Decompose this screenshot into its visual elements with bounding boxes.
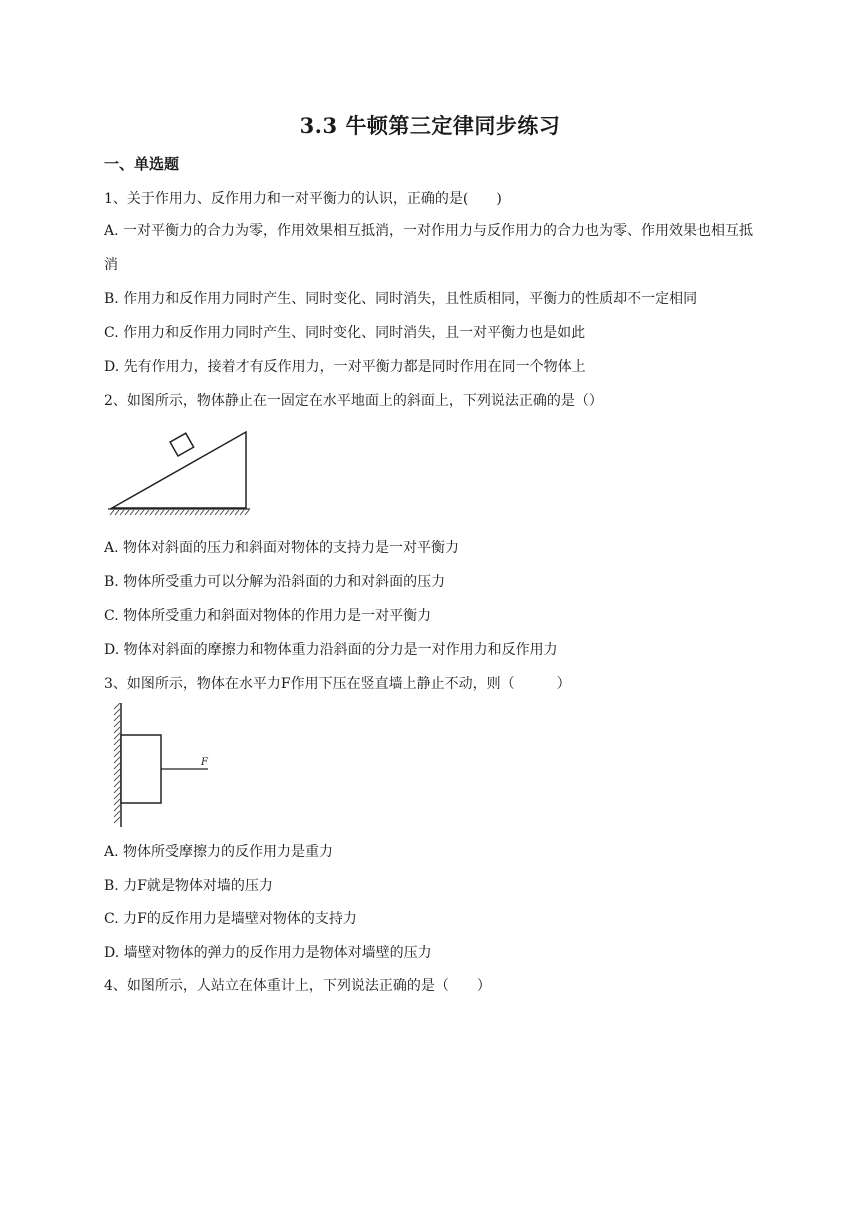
question-2-stem: 2、如图所示，物体静止在一固定在水平地面上的斜面上，下列说法正确的是（）: [104, 393, 603, 409]
force-label: F: [201, 757, 208, 768]
question-3-option-a: A. 物体所受摩擦力的反作用力是重力: [104, 844, 334, 860]
question-1-option-b: B. 作用力和反作用力同时产生、同时变化、同时消失，且性质相同，平衡力的性质却不一定相同: [104, 291, 698, 307]
question-3-option-b: B. 力F就是物体对墙的压力: [104, 878, 273, 894]
page-title: 3.3 牛顿第三定律同步练习: [299, 113, 561, 138]
block: [121, 735, 161, 803]
question-4-stem: 4、如图所示，人站立在体重计上，下列说法正确的是（ ）: [104, 978, 491, 994]
question-3-stem: 3、如图所示，物体在水平力F作用下压在竖直墙上静止不动，则（ ）: [104, 676, 571, 692]
block-on-incline: [170, 433, 194, 456]
wall-block-figure: [104, 703, 224, 829]
question-2-option-a: A. 物体对斜面的压力和斜面对物体的支持力是一对平衡力: [104, 540, 460, 556]
ground-hatching: [110, 510, 249, 515]
incline-figure: [104, 426, 254, 520]
question-1-stem: 1、关于作用力、反作用力和一对平衡力的认识，正确的是( ): [104, 191, 502, 207]
question-1-option-c: C. 作用力和反作用力同时产生、同时变化、同时消失，且一对平衡力也是如此: [104, 325, 586, 341]
question-2-option-b: B. 物体所受重力可以分解为沿斜面的力和对斜面的压力: [104, 574, 446, 590]
question-1-option-a: A. 一对平衡力的合力为零，作用效果相互抵消，一对作用力与反作用力的合力也为零、作用效果也相互抵消: [104, 223, 754, 273]
question-2-option-d: D. 物体对斜面的摩擦力和物体重力沿斜面的分力是一对作用力和反作用力: [104, 642, 558, 658]
question-3-option-c: C. 力F的反作用力是墙壁对物体的支持力: [104, 911, 357, 927]
question-3-option-d: D. 墙壁对物体的弹力的反作用力是物体对墙壁的压力: [104, 945, 432, 961]
section-heading: 一、单选题: [104, 155, 180, 173]
question-2-option-c: C. 物体所受重力和斜面对物体的作用力是一对平衡力: [104, 608, 432, 624]
question-1-option-d: D. 先有作用力，接着才有反作用力，一对平衡力都是同时作用在同一个物体上: [104, 359, 586, 375]
wall-hatching: [114, 703, 120, 823]
